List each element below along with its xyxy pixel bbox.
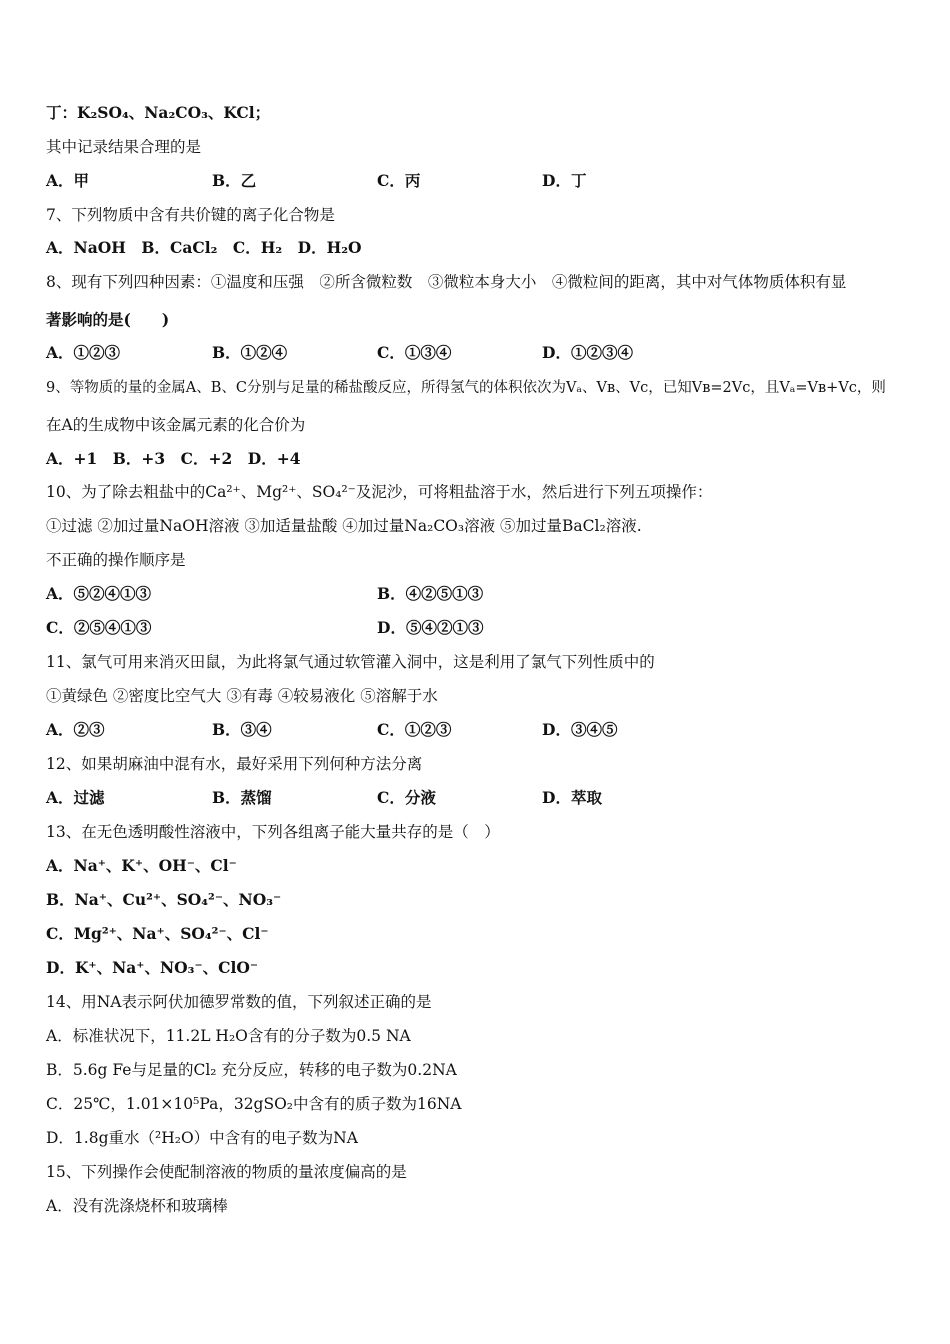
q14-option-d: D．1.8g重水（²H₂O）中含有的电子数为NA — [46, 1129, 358, 1147]
q8-option-a: A．①②③ — [46, 343, 121, 362]
q9-options: A．+1 B．+3 C．+2 D．+4 — [46, 449, 301, 468]
q10-option-c: C．②⑤④①③ — [46, 618, 152, 637]
q10-option-d: D．⑤④②①③ — [377, 618, 484, 637]
q10-option-b: B．④②⑤①③ — [377, 584, 484, 603]
q7-options: A．NaOH B．CaCl₂ C．H₂ D．H₂O — [46, 238, 362, 257]
question-10-stem: 10、为了除去粗盐中的Ca²⁺、Mg²⁺、SO₄²⁻及泥沙，可将粗盐溶于水，然后进行下列五项操作： — [46, 483, 713, 501]
q6-option-b: B．乙 — [212, 171, 257, 190]
q11-option-b: B．③④ — [212, 720, 272, 739]
q13-option-b: B．Na⁺、Cu²⁺、SO₄²⁻、NO₃⁻ — [46, 890, 282, 909]
question-10-ask: 不正确的操作顺序是 — [46, 551, 186, 569]
question-14-stem: 14、用NA表示阿伏加德罗常数的值，下列叙述正确的是 — [46, 993, 432, 1011]
q8-option-c: C．①③④ — [377, 343, 452, 362]
q12-option-c: C．分液 — [377, 788, 436, 807]
question-10-operations: ①过滤 ②加过量NaOH溶液 ③加适量盐酸 ④加过量Na₂CO₃溶液 ⑤加过量BaCl₂溶液. — [46, 517, 642, 535]
line-ding-record: 丁：K₂SO₄、Na₂CO₃、KCl； — [46, 103, 271, 122]
q12-option-b: B．蒸馏 — [212, 788, 272, 807]
q8-option-d: D．①②③④ — [542, 343, 633, 362]
q11-option-d: D．③④⑤ — [542, 720, 618, 739]
q6-option-a: A．甲 — [46, 171, 90, 190]
q6-option-c: C．丙 — [377, 171, 421, 190]
question-8-stem-line1: 8、现有下列四种因素：①温度和压强 ②所含微粒数 ③微粒本身大小 ④微粒间的距离，其中对气体物质体积有显 — [46, 273, 847, 291]
q13-option-a: A．Na⁺、K⁺、OH⁻、Cl⁻ — [46, 856, 237, 875]
q13-option-d: D．K⁺、Na⁺、NO₃⁻、ClO⁻ — [46, 958, 259, 977]
question-11-stem: 11、氯气可用来消灭田鼠，为此将氯气通过软管灌入洞中，这是利用了氯气下列性质中的 — [46, 653, 655, 671]
q11-option-c: C．①②③ — [377, 720, 452, 739]
q6-option-d: D．丁 — [542, 171, 587, 190]
q13-option-c: C．Mg²⁺、Na⁺、SO₄²⁻、Cl⁻ — [46, 924, 269, 943]
question-7-stem: 7、下列物质中含有共价键的离子化合物是 — [46, 206, 335, 224]
question-15-stem: 15、下列操作会使配制溶液的物质的量浓度偏高的是 — [46, 1163, 407, 1181]
q15-option-a: A．没有洗涤烧杯和玻璃棒 — [46, 1197, 228, 1215]
q11-option-a: A．②③ — [46, 720, 105, 739]
question-8-stem-line2: 著影响的是( ) — [46, 310, 170, 329]
q10-option-a: A．⑤②④①③ — [46, 584, 152, 603]
question-12-stem: 12、如果胡麻油中混有水，最好采用下列何种方法分离 — [46, 755, 423, 773]
q12-option-d: D．萃取 — [542, 788, 602, 807]
q14-option-b: B．5.6g Fe与足量的Cl₂ 充分反应，转移的电子数为0.2NA — [46, 1061, 457, 1079]
question-13-stem: 13、在无色透明酸性溶液中，下列各组离子能大量共存的是（ ） — [46, 823, 500, 841]
q14-option-c: C．25℃，1.01×10⁵Pa，32gSO₂中含有的质子数为16NA — [46, 1095, 462, 1113]
question-6-stem: 其中记录结果合理的是 — [46, 138, 202, 156]
q14-option-a: A．标准状况下，11.2L H₂O含有的分子数为0.5 NA — [46, 1027, 411, 1045]
q8-option-b: B．①②④ — [212, 343, 288, 362]
question-11-properties: ①黄绿色 ②密度比空气大 ③有毒 ④较易液化 ⑤溶解于水 — [46, 687, 438, 705]
q12-option-a: A．过滤 — [46, 788, 105, 807]
question-9-stem-line2: 在A的生成物中该金属元素的化合价为 — [46, 416, 306, 434]
question-9-stem-line1: 9、等物质的量的金属A、B、C分别与足量的稀盐酸反应，所得氢气的体积依次为Vₐ、Vв、Vc，已知Vв=2Vc，且Vₐ=Vв+Vc，则 — [46, 380, 886, 396]
